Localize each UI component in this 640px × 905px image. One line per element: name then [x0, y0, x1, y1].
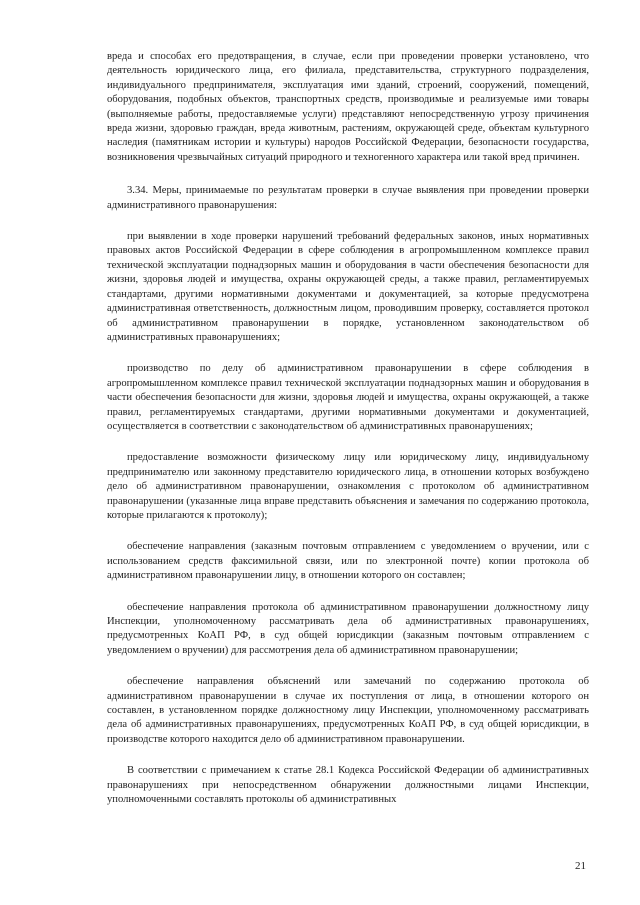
- paragraph-protocol-forwarding: обеспечение направления протокола об административном правонарушении должностному лицу Инспекции, уполномоченному рассматривать дела об административных правонарушениях, предусмотренных КоАП РФ, в суд общей юрисдикции (заказным почтовым отправлением с уведомлением о вручении) для рассмотрения дела об административном правонарушении;: [107, 601, 589, 656]
- paragraph-continuation: вреда и способах его предотвращения, в случае, если при проведении проверки установлено, что деятельность юридического лица, его филиала, представительства, структурного подразделения, индивидуального предпринимателя, эксплуатация ими зданий, строений, сооружений, помещений, оборудования, подобных объектов, транспортных средств, производимые и реализуемые ими товары (выполняемые работы, предоставляемые услуги) представляют непосредственную угрозу причинения вреда жизни, здоровью граждан, вреда животным, растениям, окружающей среде, объектам культурного наследия (памятникам истории и культуры) народов Российской Федерации, безопасности государства, возникновения чрезвычайных ситуаций природного и техногенного характера или такой вред причинен.: [107, 51, 589, 163]
- paragraph-copy-delivery: обеспечение направления (заказным почтовым отправлением с уведомлением о вручении, или с использованием средств факсимильной связи, или по электронной почте) копии протокола об административном правонарушении лицу, в отношении которого он составлен;: [107, 541, 589, 582]
- paragraph-explanations-forwarding: обеспечение направления объяснений или замечаний по содержанию протокола об административном правонарушении в случае их поступления от лица, в отношении которого он составлен, в установленном порядке должностному лицу Инспекции, уполномоченному рассматривать дела об административных правонарушениях, предусмотренных КоАП РФ, в суд общей юрисдикции, в производстве которого находится дело об административном правонарушении.: [107, 676, 589, 745]
- page-number: 21: [575, 860, 586, 872]
- paragraph-protocol-drafting: при выявлении в ходе проверки нарушений требований федеральных законов, иных нормативных правовых актов Российской Федерации в сфере соблюдения в агропромышленном комплексе правил технической эксплуатации поднадзорных машин и оборудования в части обеспечения безопасности для жизни, здоровья людей и имущества, охраны окружающей среды, а также правил, регламентируемых стандартами, другими нормативными документами и документацией, за которые предусмотрена административная ответственность, должностным лицом, проводившим проверку, составляется протокол об административном правонарушении в порядке, установленном законодательством об административных правонарушениях;: [107, 231, 589, 343]
- paragraph-3-34: 3.34. Меры, принимаемые по результатам проверки в случае выявления при проведении проверки административного правонарушения:: [107, 185, 589, 211]
- paragraph-article-28-1: В соответствии с примечанием к статье 28.1 Кодекса Российской Федерации об административных правонарушениях при непосредственном обнаружении должностными лицами Инспекции, уполномоченными составлять протоколы об административных: [107, 765, 589, 806]
- paragraph-case-proceedings: производство по делу об административном правонарушении в сфере соблюдения в агропромышленном комплексе правил технической эксплуатации поднадзорных машин и оборудования в части обеспечения безопасности для жизни, здоровья людей и имущества, охраны окружающей, а также правил, регламентируемых стандартами, другими нормативными документами и документацией, осуществляется в соответствии с законодательством об административных правонарушениях;: [107, 363, 589, 432]
- paragraph-familiarization: предоставление возможности физическому лицу или юридическому лицу, индивидуальному предпринимателю или законному представителю юридического лица, в отношении которых возбуждено дело об административном правонарушении, ознакомления с протоколом об административном правонарушении (указанные лица вправе представить объяснения и замечания по содержанию протокола, которые прилагаются к протоколу);: [107, 452, 589, 521]
